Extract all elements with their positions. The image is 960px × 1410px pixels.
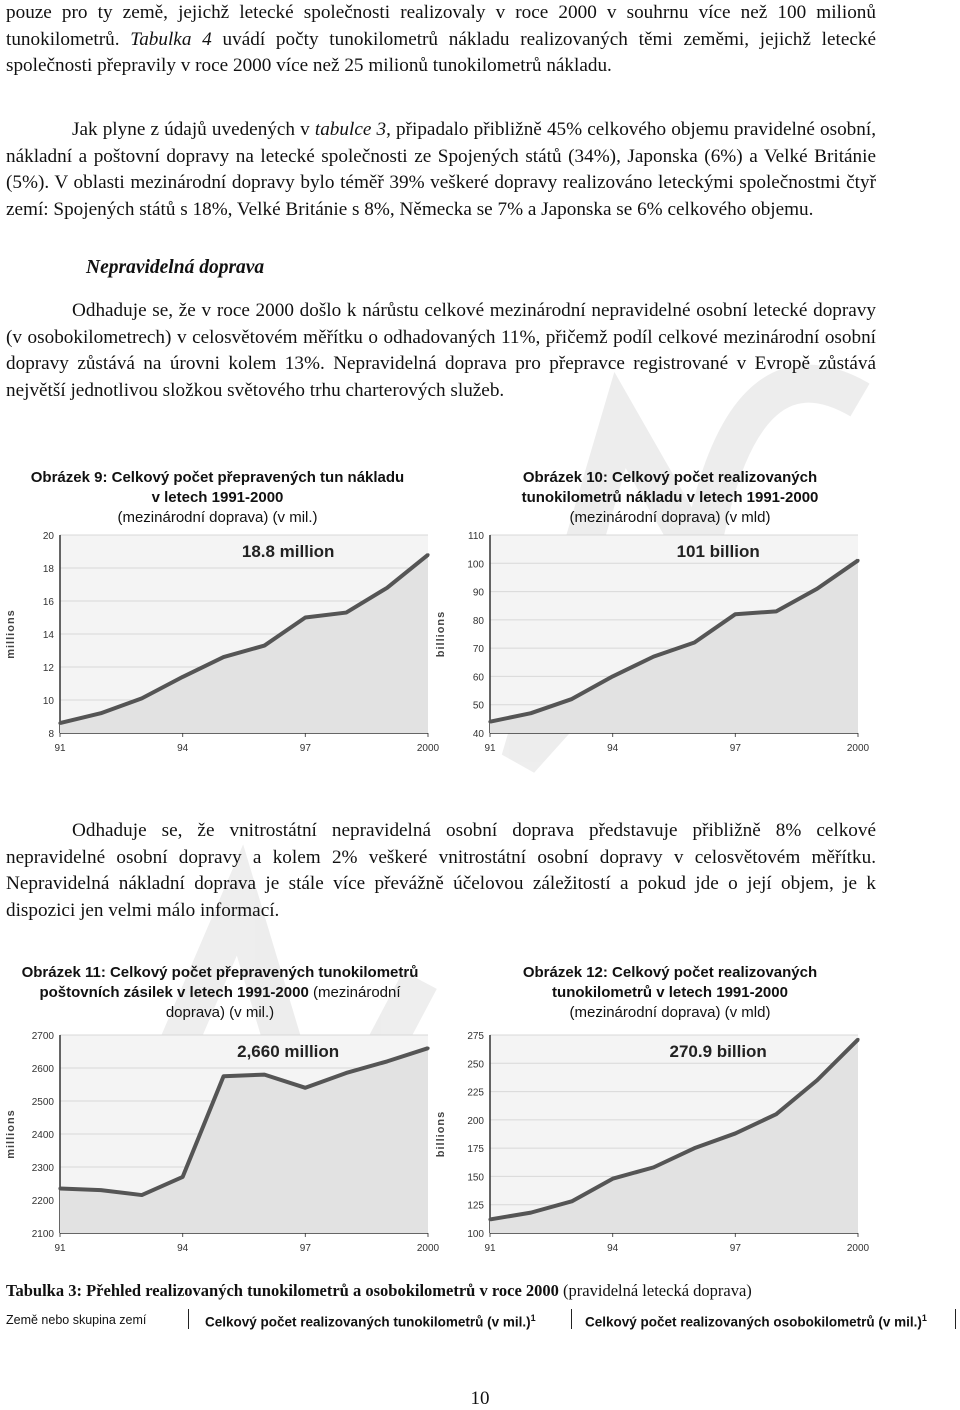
y-tick-label: 16 [42,597,54,608]
data-point [386,586,389,589]
y-tick-label: 2700 [31,1031,54,1042]
data-point [345,611,348,614]
y-tick-label: 12 [42,663,54,674]
x-tick-label: 2000 [846,1243,870,1254]
annotation-label: 101 billion [676,542,760,561]
y-tick-label: 40 [472,729,484,740]
y-tick-label: 18 [42,564,54,575]
y-tick-label: 70 [472,644,484,656]
table-header [0,1307,960,1337]
figure-9-caption: Obrázek 9: Celkový počet přepravených tun nákladu v letech 1991-2000 (mezinárodní doprava) (v mil.) [30,469,405,526]
data-point [570,1200,573,1203]
figure-12-caption: Obrázek 12: Celkový počet realizovaných tunokilometrů v letech 1991-2000 (mezinárodní doprava) (v mld) [522,964,818,1021]
y-axis-label: millions [5,609,17,659]
x-tick-label: 2000 [846,743,870,754]
data-point [263,1073,266,1076]
figure-11-caption: Obrázek 11: Celkový počet přepravených tunokilometrů poštovních zásilek v letech 1991-2000 (mezinárodní doprava) (v mil.) [21,964,419,1021]
y-tick-label: 2100 [31,1229,54,1240]
y-tick-label: 175 [467,1144,484,1156]
x-tick-label: 2000 [416,1243,440,1254]
y-tick-label: 80 [472,615,484,627]
y-tick-label: 10 [42,696,54,707]
column-header-passenger-km: Celkový počet realizovaných osobokilometrů (v mil.)$^1$ [585,1313,927,1330]
y-tick-label: 125 [467,1200,484,1212]
y-tick-label: 60 [472,672,484,684]
data-point [529,1211,532,1214]
y-tick-label: 225 [467,1087,484,1099]
x-tick-label: 91 [54,1243,66,1254]
data-point [304,616,307,619]
data-point [856,1038,859,1041]
y-tick-label: 100 [467,1229,484,1240]
data-point [816,587,819,590]
y-tick-label: 2200 [31,1196,54,1207]
section-heading: Nepravidelná doprava [86,257,265,278]
y-tick-label: 8 [48,729,54,740]
annotation-label: 18.8 million [241,542,335,561]
x-tick-label: 94 [177,1243,189,1254]
column-divider [955,1309,956,1329]
column-header-country: Země nebo skupina zemí [6,1313,147,1327]
data-point [570,697,573,700]
x-tick-label: 91 [54,743,66,754]
data-point [99,712,102,715]
data-point [693,641,696,644]
data-point [181,675,184,678]
figure-10-chart [430,525,870,765]
data-point [734,1132,737,1135]
table-caption: Tabulka 3: Přehled realizovaných tunokilometrů a osobokilometrů v roce 2000 (pravidelná letecká doprava) [6,1281,752,1300]
figure-10-caption: Obrázek 10: Celkový počet realizovaných tunokilometrů nákladu v letech 1991-2000 (mezinárodní doprava) (v mld) [521,469,819,526]
y-tick-label: 20 [42,531,54,542]
y-tick-label: 14 [42,630,54,641]
data-point [345,1071,348,1074]
data-point [386,1060,389,1063]
x-tick-label: 97 [729,743,741,754]
column-header-tonne-km: Celkový počet realizovaných tunokilometrů (v mil.)$^1$ [205,1313,536,1330]
figure-12-chart [430,1025,870,1265]
column-divider [571,1309,572,1329]
data-point [58,722,61,725]
data-point [58,1187,61,1190]
y-axis-label: billions [435,610,447,658]
y-tick-label: 2600 [31,1064,54,1075]
y-tick-label: 275 [467,1031,484,1042]
data-point [529,712,532,715]
data-point [304,1086,307,1089]
x-tick-label: 97 [299,1243,311,1254]
x-tick-label: 97 [729,1243,741,1254]
data-point [488,720,491,723]
data-point [816,1079,819,1082]
data-point [488,1218,491,1221]
data-point [140,697,143,700]
data-point [222,1075,225,1078]
x-tick-label: 94 [607,743,619,754]
x-tick-label: 94 [177,743,189,754]
data-point [263,644,266,647]
y-tick-label: 2500 [31,1097,54,1108]
y-tick-label: 110 [468,531,484,542]
data-point [775,610,778,613]
column-divider [188,1309,189,1329]
y-tick-label: 100 [467,559,484,571]
x-tick-label: 97 [299,743,311,754]
figure-11-chart [0,1025,440,1265]
paragraph-1: pouze pro ty země, jejichž letecké společnosti realizovaly v roce 2000 v souhrnu více než 100 milionů tunokilometrů. Tabulka 4 uvádí počty tunokilometrů nákladu realizovaných těmi zeměmi, jejichž letecké společnosti přepravily v roce 2000 více než 25 milionů tunokilometrů nákladu. [6,2,876,76]
data-point [652,1166,655,1169]
x-tick-label: 2000 [416,743,440,754]
y-tick-label: 2400 [31,1130,54,1141]
annotation-label: 270.9 billion [669,1042,767,1061]
x-tick-label: 94 [607,1243,619,1254]
y-axis-label: billions [435,1110,447,1158]
paragraph-2: Jak plyne z údajů uvedených v tabulce 3, připadalo přibližně 45% celkového objemu pravidelné osobní, nákladní a poštovní dopravy na letecké společnosti ze Spojených států (34%), Japonska (6%) a Velké Británie (5%). V oblasti mezinárodní dopravy bylo téměř 39% veškeré dopravy realizováno leteckými společnostmi čtyř zemí: Spojených států s 18%, Velké Británie s 8%, Německa se 7% a Japonska se 6% celkového objemu. [6,119,877,220]
y-tick-label: 90 [472,587,484,599]
data-point [181,1175,184,1178]
figure-9-chart [0,525,440,765]
paragraph-3: Odhaduje se, že v roce 2000 došlo k nárůstu celkové mezinárodní nepravidelné osobní letecké dopravy (v osobokilometrech) v celosvětovém měřítku o odhadovaných 11%, přičemž podíl celkové mezinárodní osobní dopravy zůstává na úrovni kolem 13%. Nepravidelná doprava pro přepravce registrované v Evropě zůstává největší jednotlivou složkou světového trhu charterových služeb. [6,300,876,401]
annotation-label: 2,660 million [237,1042,340,1061]
data-point [611,1177,614,1180]
data-point [856,559,859,562]
data-point [222,656,225,659]
data-point [99,1189,102,1192]
y-tick-label: 200 [467,1115,484,1127]
data-point [611,675,614,678]
page-number: 10 [470,1388,490,1409]
y-tick-label: 50 [472,700,484,712]
data-point [140,1193,143,1196]
data-point [775,1113,778,1116]
y-axis-label: millions [5,1109,17,1159]
paragraph-4: Odhaduje se, že vnitrostátní nepravidelná osobní doprava představuje přibližně 8% celkové nepravidelné osobní dopravy a kolem 2% veškeré vnitrostátní osobní dopravy v celosvětovém měřítku. Nepravidelná nákladní doprava je stále více převážně účelovou záležitostí a pokud jde o její objem, je k dispozici jen velmi málo informací. [6,820,876,921]
data-point [652,655,655,658]
y-tick-label: 150 [467,1172,484,1184]
x-tick-label: 91 [484,743,496,754]
data-point [693,1147,696,1150]
y-tick-label: 250 [467,1059,484,1071]
y-tick-label: 2300 [31,1163,54,1174]
data-point [734,613,737,616]
x-tick-label: 91 [484,1243,496,1254]
